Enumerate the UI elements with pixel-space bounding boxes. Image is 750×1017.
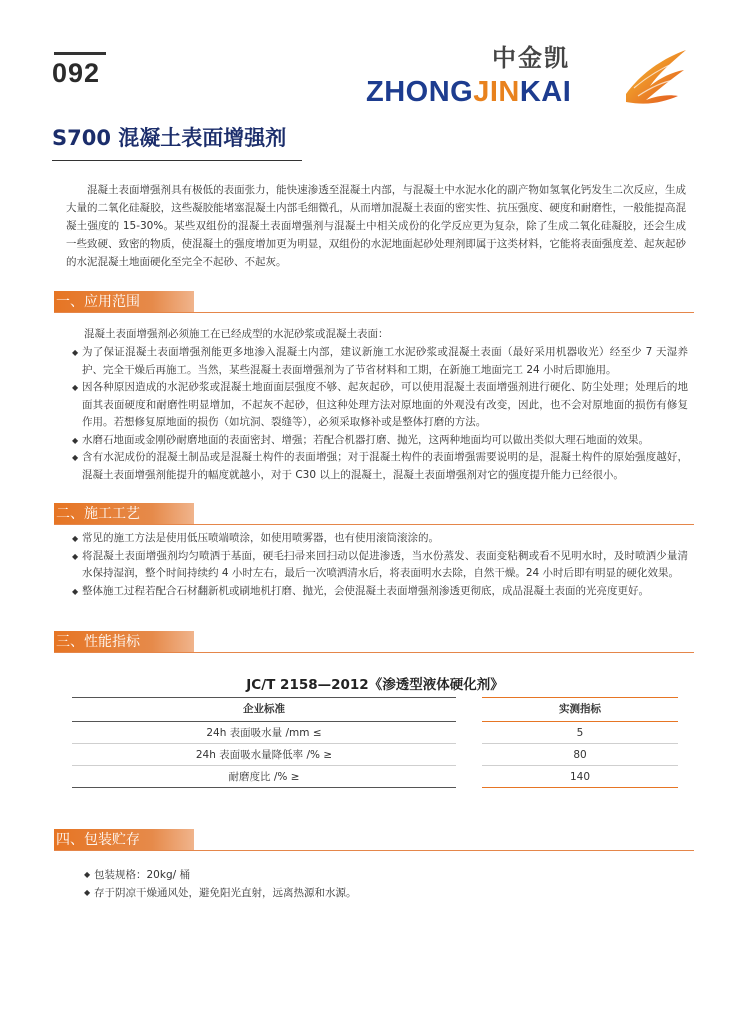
section-divider xyxy=(54,850,694,851)
bullet-diamond-icon: ◆ xyxy=(72,435,79,445)
section-title: 三、性能指标 xyxy=(54,631,194,653)
table-cell-value: 140 xyxy=(569,771,591,783)
logo-en-kai: KAI xyxy=(519,76,572,108)
list-item: ◆ 整体施工过程若配合石材翻新机或刷地机打磨、抛光，会使混凝土表面增强剂渗透更彻底，成品混凝土表面的光亮度更好。 xyxy=(72,583,688,601)
list-item: ◆ 含有水泥成份的混凝土制品或是混凝土构件的表面增强；对于混凝土构件的表面增强需要说明的是，混凝土构件的原始强度越好，混凝土表面增强剂能提升的幅度就越小，对于 C30 以上的混凝土，混凝土表面增强剂对它的强度提升能力已经很小。 xyxy=(72,451,688,481)
bullet-diamond-icon: ◆ xyxy=(72,551,79,561)
table-row xyxy=(72,744,678,766)
logo-en-zhong: ZHONG xyxy=(366,76,474,108)
process-list xyxy=(72,530,688,600)
table-row xyxy=(72,766,678,788)
column-header-measured: 实测指标 xyxy=(559,703,601,715)
phoenix-wing-icon xyxy=(620,42,690,112)
bullet-diamond-icon: ◆ xyxy=(72,383,79,392)
section-divider xyxy=(54,524,694,525)
list-item: ◆ 水磨石地面或金刚砂耐磨地面的表面密封、增强；若配合机器打磨、抛光，这两种地面均可以做出类似大理石地面的效果。 xyxy=(72,432,688,450)
product-intro: 混凝土表面增强剂具有极低的表面张力，能快速渗透至混凝土内部，与混凝土中水泥水化的副产物如氢氧化钙发生二次反应，生成大量的二氧化硅凝胶，这些凝胶能堵塞混凝土内部毛细微孔，从而增加混凝土表面的密实性、抗压强度、硬度和耐磨性，一般能提高混凝土强度的 15-30%。某些双组份的混凝土表面增强剂与混凝土中相关成份的化学反应更为复杂，除了生成二氧化硅凝胶，还会生成一些致硬、致密的物质，使混凝土的强度增加更为明显，双组份的水泥地面起砂处理剂即属于这类材料，它能将表面强度差、起灰起砂的水泥混凝土地面硬化至完全不起砂、不起灰。 xyxy=(66,184,686,268)
table-cell-item: 24h 表面吸水量 /mm ≤ xyxy=(206,727,322,739)
bullet-diamond-icon: ◆ xyxy=(72,453,79,462)
list-item: ◆ 包装规格：20kg/ 桶 xyxy=(84,866,357,884)
list-item: ◆ 存于阴凉干燥通风处，避免阳光直射，远离热源和水源。 xyxy=(84,884,357,902)
application-list xyxy=(72,344,688,484)
packaging-list xyxy=(84,866,357,902)
column-header-standard: 企业标准 xyxy=(243,703,285,715)
section-title: 一、应用范围 xyxy=(54,291,194,313)
page-number: 092 xyxy=(52,58,101,88)
product-title: S700 混凝土表面增强剂 xyxy=(52,126,287,150)
title-underline xyxy=(52,160,302,161)
list-item: ◆ 将混凝土表面增强剂均匀喷洒于基面，硬毛扫帚来回扫动以促进渗透，当水份蒸发、表面变粘稠或看不见明水时，及时喷洒少量清水保持湿润，整个时间持续约 4 小时左右，最后一次喷洒清水后，将表面明水去除，自然干燥。24 小时后即有明显的硬化效果。 xyxy=(72,549,688,579)
logo-en-jin: JIN xyxy=(473,76,520,108)
company-logo xyxy=(340,24,710,114)
bullet-diamond-icon: ◆ xyxy=(84,870,91,879)
logo-chinese-name: 中金凯 xyxy=(492,44,570,72)
table-cell-item: 24h 表面吸水量降低率 /% ≥ xyxy=(195,749,333,761)
standard-title: JC/T 2158—2012《渗透型液体硬化剂》 xyxy=(246,677,504,693)
section-title: 二、施工工艺 xyxy=(54,503,194,525)
row-divider xyxy=(482,787,678,788)
table-cell-value: 80 xyxy=(573,749,587,761)
bullet-diamond-icon: ◆ xyxy=(84,888,91,897)
list-item: ◆ 为了保证混凝土表面增强剂能更多地渗入混凝土内部，建议新施工水泥砂浆或混凝土表面（最好采用机器收光）经至少 7 天湿养护、完全干燥后再施工。当然，某些混凝土表面增强剂为了节省材料和工期，在新施工地面完工 24 小时后即施用。 xyxy=(72,346,688,376)
section-divider xyxy=(54,312,694,313)
bullet-diamond-icon: ◆ xyxy=(72,534,79,543)
list-item: ◆ 因各种原因造成的水泥砂浆或混凝土地面面层强度不够、起灰起砂，可以使用混凝土表面增强剂进行硬化、防尘处理；处理后的地面其表面硬度和耐磨性明显增加，不起灰不起砂，但这种处理方法对原地面的外观没有改变，因此，也不会对原地面的损伤有修复作用。若想修复原地面的损伤（如坑洞、裂缝等），必须采取修补或是整体打磨的方法。 xyxy=(72,381,688,428)
page-number-bar xyxy=(54,52,106,55)
bullet-diamond-icon: ◆ xyxy=(72,348,79,357)
table-cell-value: 5 xyxy=(576,727,584,739)
row-divider xyxy=(72,787,456,788)
bullet-diamond-icon: ◆ xyxy=(72,586,79,596)
table-row xyxy=(72,722,678,744)
application-lead: 混凝土表面增强剂必须施工在已经成型的水泥砂浆或混凝土表面： xyxy=(84,328,389,340)
table-cell-item: 耐磨度比 /% ≥ xyxy=(228,771,300,783)
section-title: 四、包装贮存 xyxy=(54,829,194,851)
list-item: ◆ 常见的施工方法是使用低压喷端喷涂，如使用喷雾器，也有使用滚筒滚涂的。 xyxy=(72,530,688,548)
section-divider xyxy=(54,652,694,653)
logo-english-name xyxy=(366,76,571,109)
